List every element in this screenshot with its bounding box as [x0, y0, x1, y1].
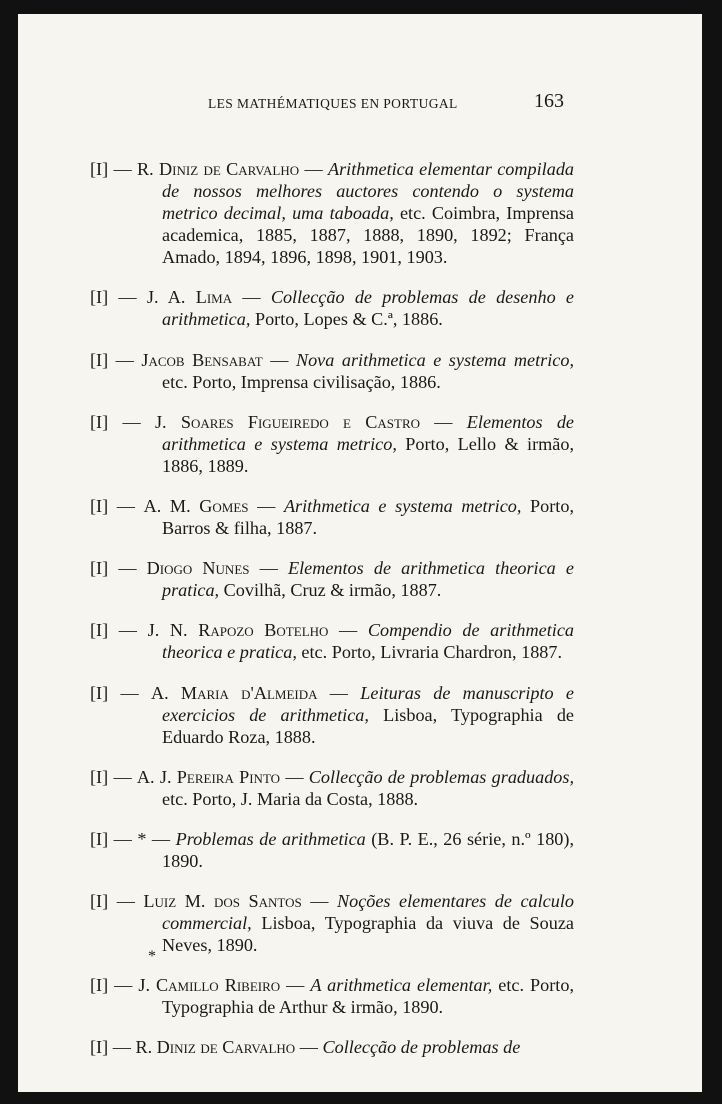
running-title: LES MATHÉMATIQUES EN PORTUGAL [208, 96, 458, 111]
entry-author: * [137, 828, 147, 849]
bibliography-entry: [I] — R. Diniz de Carvalho — Collecção de problemas de [90, 1037, 521, 1058]
entry-marker: [I] [90, 766, 109, 787]
entry-marker: [I] [90, 349, 109, 370]
entry-author: A. J. Pereira Pinto [136, 766, 281, 787]
entry-marker: [I] [90, 159, 109, 180]
entry-marker: [I] [90, 1037, 109, 1058]
entry-marker: [I] [90, 828, 109, 849]
entry-author: A. Maria d'Almeida [150, 682, 318, 703]
entry-title: Leituras de manuscripto e exercicios de arithmetica, [162, 682, 574, 725]
entry-publication: etc. Porto, Livraria Chardron, 1887. [301, 642, 563, 663]
entry-title: Collecção de problemas de desenho e arithmetica, [162, 287, 574, 330]
bibliography-entry: [I] — J. Camillo Ribeiro — A arithmetica elementar, etc. Porto, Typographia de Arthur & irmão, 1890. [90, 975, 574, 1018]
entry-title: Collecção de problemas de [322, 1037, 521, 1058]
page-header [18, 90, 702, 120]
entry-marker: [I] [90, 558, 109, 579]
bibliography-entry: [I] — A. J. Pereira Pinto — Collecção de problemas graduados, etc. Porto, J. Maria da Costa, 1888. [90, 766, 575, 809]
entry-publication: Porto, Lello & irmão, 1886, 1889. [162, 433, 575, 476]
entry-title: A arithmetica elementar, [310, 975, 493, 996]
signature-mark: * [148, 948, 156, 965]
bibliography-entry: [I] — J. Soares Figueiredo e Castro — Elementos de arithmetica e systema metrico, Porto, Lello & irmão, 1886, 1889. [90, 411, 575, 476]
bibliography-entry: [I] — A. M. Gomes — Arithmetica e systema metrico, Porto, Barros & filha, 1887. [90, 495, 575, 538]
entry-publication: Lisboa, Typographia de Eduardo Roza, 1888. [162, 704, 575, 747]
entry-publication: Lisboa, Typographia da viuva de Souza Neves, 1890. [162, 913, 575, 956]
entry-author: J. A. Lima [146, 287, 233, 308]
entry-author: R. Diniz de Carvalho [137, 159, 300, 180]
entry-author: J. Camillo Ribeiro [138, 975, 281, 996]
entry-publication: etc. Porto, Imprensa civilisação, 1886. [162, 371, 441, 392]
entry-author: R. Diniz de Carvalho [135, 1037, 296, 1058]
entry-marker: [I] [90, 620, 109, 641]
entry-author: Diogo Nunes [146, 558, 250, 579]
entry-title: Nova arithmetica e systema metrico, [295, 349, 574, 370]
entry-title: Problemas de arithmetica [175, 828, 366, 849]
entry-title: Elementos de arithmetica e systema metrico, [162, 411, 574, 454]
entry-marker: [I] [90, 975, 109, 996]
entry-publication: Porto, Barros & filha, 1887. [162, 495, 575, 538]
entry-title: Arithmetica elementar compilada de nossos melhores auctores contendo o systema metrico decimal, uma taboada, [162, 159, 575, 224]
entry-publication: Covilhã, Cruz & irmão, 1887. [223, 580, 442, 601]
entry-publication: etc. Coimbra, Imprensa academica, 1885, 1887, 1888, 1890, 1892; França Amado, 1894, 1896, 1898, 1901, 1903. [162, 203, 574, 268]
bibliography-entry: [I] — Jacob Bensabat — Nova arithmetica e systema metrico, etc. Porto, Imprensa civilisação, 1886. [90, 349, 574, 392]
bibliography-entry: [I] — A. Maria d'Almeida — Leituras de manuscripto e exercicios de arithmetica, Lisboa, Typographia de Eduardo Roza, 1888. [90, 682, 575, 747]
entry-publication: etc. Porto, J. Maria da Costa, 1888. [162, 788, 419, 809]
entry-title: Elementos de arithmetica theorica e pratica, [162, 558, 574, 601]
bibliography-entry: [I] — R. Diniz de Carvalho — Arithmetica elementar compilada de nossos melhores auctores contendo o systema metrico decimal, uma taboada, etc. Coimbra, Imprensa academica, 1885, 1887, 1888, 1890, 1892; França Amado, 1894, 1896, 1898, 1901, 1903. [90, 159, 575, 268]
bibliography-entry: [I] — J. N. Rapozo Botelho — Compendio de arithmetica theorica e pratica, etc. Porto, Livraria Chardron, 1887. [90, 620, 574, 663]
entry-marker: [I] [90, 891, 109, 912]
entry-author: A. M. Gomes [143, 495, 249, 516]
entry-author: Luiz M. dos Santos [143, 891, 302, 912]
entry-publication: etc. Porto, Typographia de Arthur & irmão, 1890. [162, 975, 574, 1018]
entry-publication: (B. P. E., 26 série, n.º 180), 1890. [162, 828, 575, 871]
entry-author: Jacob Bensabat [141, 349, 263, 370]
bibliography-entry: [I] — Luiz M. dos Santos — Noções elementares de calculo commercial, Lisboa, Typographia da viuva de Souza Neves, 1890. [90, 891, 575, 956]
bibliography-entry: [I] — * — Problemas de arithmetica (B. P. E., 26 série, n.º 180), 1890. [90, 828, 575, 871]
entry-title: Compendio de arithmetica theorica e pratica, [162, 620, 574, 663]
entry-marker: [I] [90, 682, 109, 703]
entry-title: Collecção de problemas graduados, [308, 766, 575, 787]
entry-title: Arithmetica e systema metrico, [283, 495, 522, 516]
entry-publication: Porto, Lopes & C.ª, 1886. [254, 309, 443, 330]
entry-author: J. Soares Figueiredo e Castro [154, 411, 421, 432]
bibliography-entry: [I] — Diogo Nunes — Elementos de arithmetica theorica e pratica, Covilhã, Cruz & irmão, 1887. [90, 558, 574, 601]
bibliography-entry: [I] — J. A. Lima — Collecção de problemas de desenho e arithmetica, Porto, Lopes & C.ª, 1886. [90, 287, 574, 330]
bibliography-list [90, 140, 574, 1060]
entry-marker: [I] [90, 287, 109, 308]
page-number: 163 [534, 90, 564, 112]
book-page [18, 14, 702, 1092]
entry-marker: [I] [90, 411, 109, 432]
entry-title: Noções elementares de calculo commercial, [162, 891, 574, 934]
entry-marker: [I] [90, 495, 109, 516]
entry-author: J. N. Rapozo Botelho [147, 620, 329, 641]
